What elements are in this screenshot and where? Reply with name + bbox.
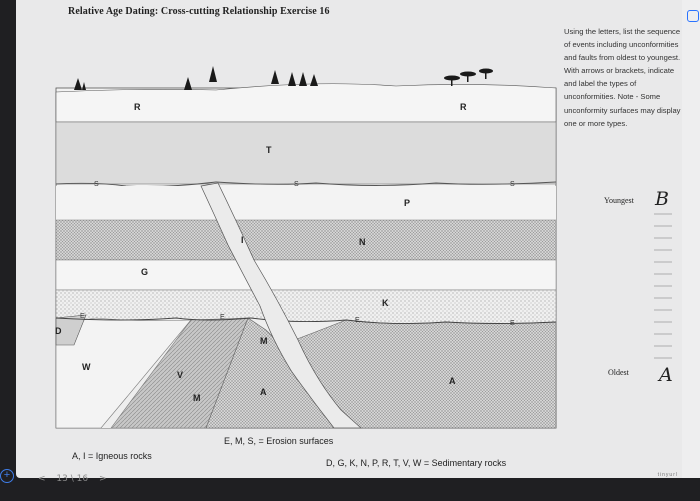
prev-page-button[interactable]: < <box>38 474 46 484</box>
label-P: P <box>404 198 411 208</box>
watermark: tinyurl <box>657 472 678 478</box>
label-M-lower: M <box>193 393 201 403</box>
label-V: V <box>177 370 184 380</box>
label-A-right: A <box>449 376 456 386</box>
label-M-upper: M <box>260 336 268 346</box>
label-R-right: R <box>460 102 467 112</box>
instructions-text: Using the letters, list the sequence of events including unconformities and faults from oldest to youngest. With arrows or brackets, indicate and label the types of unconformities. Note - Some unconformity surfaces may display one or more types. <box>564 27 681 128</box>
next-page-button[interactable]: > <box>98 474 107 484</box>
label-I-upper: I <box>241 235 244 245</box>
label-G: G <box>141 267 149 277</box>
add-button[interactable]: + <box>0 469 14 483</box>
label-S-3: S <box>510 181 515 188</box>
label-E-1: E <box>80 313 85 320</box>
page-navigator <box>38 474 115 484</box>
label-R-left: R <box>134 102 141 112</box>
worksheet-page <box>16 0 682 478</box>
label-N: N <box>359 237 366 247</box>
worksheet-title: Relative Age Dating: Cross-cutting Relationship Exercise 16 <box>68 6 330 17</box>
label-K: K <box>382 298 389 308</box>
page-indicator: 13 \ 16 <box>56 474 89 484</box>
label-E-2: E <box>220 314 225 321</box>
label-T: T <box>266 145 272 155</box>
answer-lines <box>652 210 674 370</box>
legend-sedimentary: D, G, K, N, P, R, T, V, W = Sedimentary rocks <box>326 458 507 468</box>
label-D: D <box>55 326 62 336</box>
handwritten-bottom-answer: A <box>659 364 673 386</box>
oldest-label: Oldest <box>608 368 629 377</box>
legend-igneous: A, I = Igneous rocks <box>72 451 152 461</box>
label-E-3: E <box>355 317 360 324</box>
geologic-cross-section <box>16 0 576 470</box>
handwritten-top-answer: B <box>655 188 669 210</box>
youngest-label: Youngest <box>604 196 634 205</box>
legend-erosion: E, M, S, = Erosion surfaces <box>224 436 334 446</box>
label-E-4: E <box>510 320 515 327</box>
right-edge-panel <box>682 0 700 478</box>
label-S-1: S <box>94 181 99 188</box>
label-S-2: S <box>294 181 299 188</box>
window-button[interactable] <box>687 10 699 22</box>
label-W: W <box>82 362 91 372</box>
label-A-left: A <box>260 387 267 397</box>
